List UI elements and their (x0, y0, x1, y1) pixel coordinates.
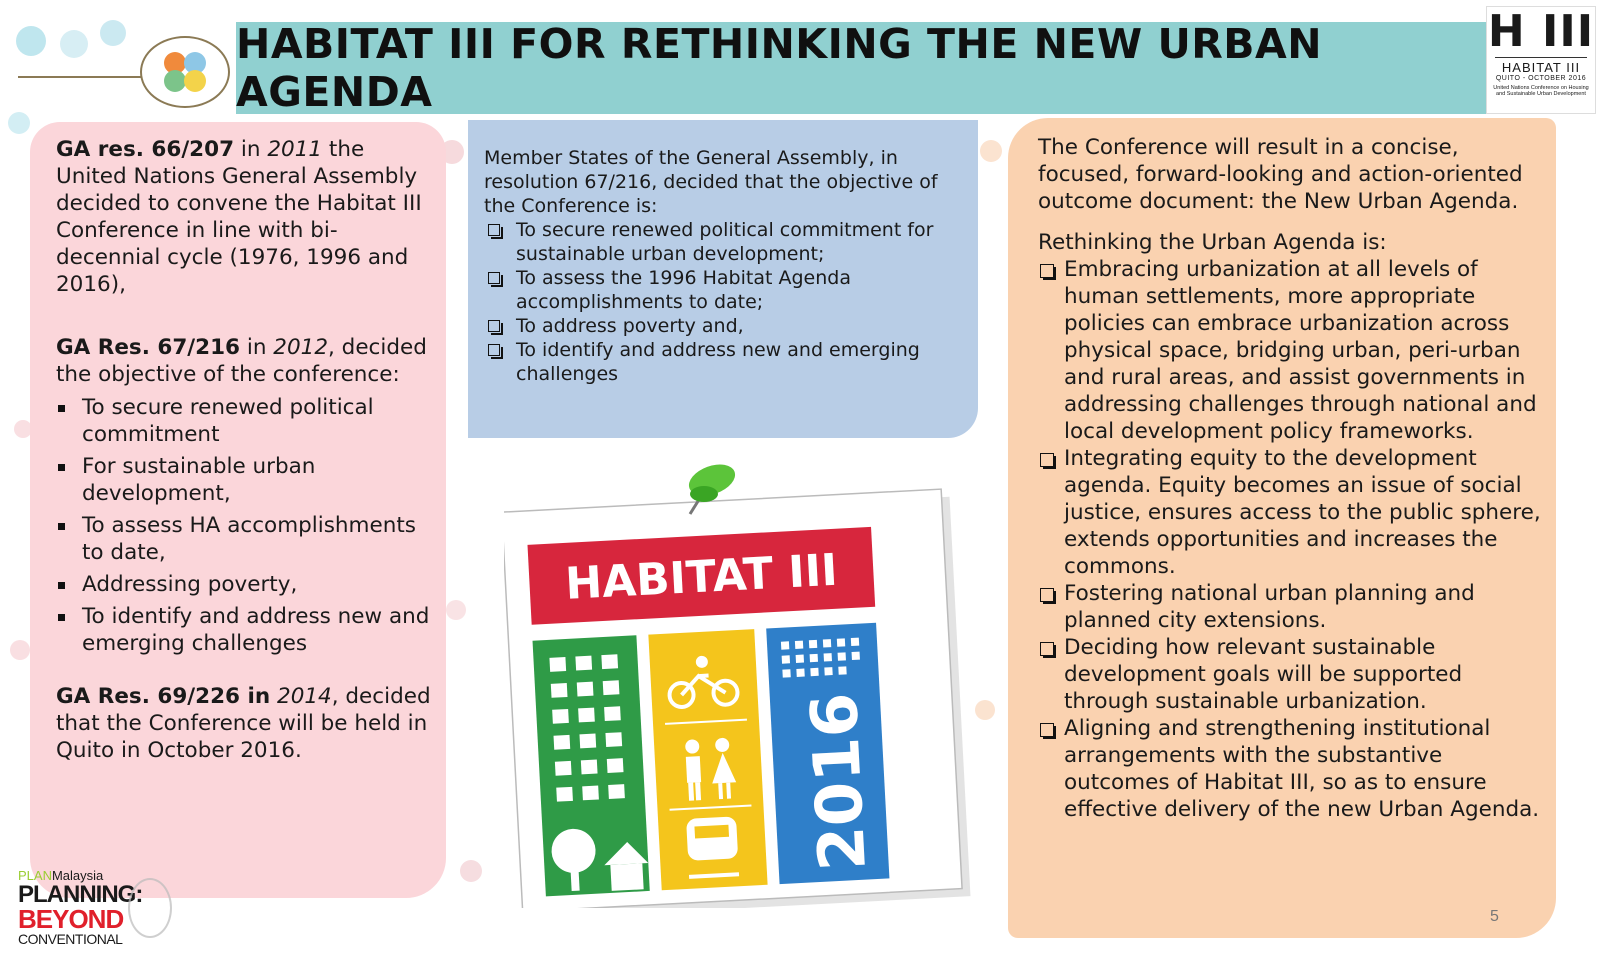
checkbox-icon (1040, 723, 1054, 737)
list-item-text: To identify and address new and emerging challenges (516, 339, 920, 385)
checkbox-icon (1040, 642, 1054, 656)
conference-objectives (484, 218, 968, 386)
checkbox-icon (1040, 453, 1054, 467)
list-item: For sustainable urban development, (56, 453, 441, 507)
text-fragment (270, 684, 277, 709)
habitat-logo-tagline: United Nations Conference on Housing and Sustainable Urban Development (1493, 85, 1589, 97)
year: 2012 (273, 335, 329, 360)
habitat-logo-mark: H III (1487, 6, 1595, 57)
habitat-poster-image (504, 462, 974, 908)
title-banner (236, 22, 1486, 114)
poster-banner-text: HABITAT III (564, 544, 839, 610)
page-number: 5 (1490, 908, 1499, 925)
clover-icon (157, 48, 213, 96)
right-lead: Rethinking the Urban Agenda is: (1038, 230, 1387, 255)
resolution-ref: GA Res. 69/226 in (56, 684, 271, 709)
list-item-text: To assess the 1996 Habitat Agenda accomplishments to date; (516, 267, 851, 313)
clover-logo (140, 36, 230, 108)
left-paragraph-1 (56, 136, 441, 298)
plan-logo-line1: PLANNING: (18, 881, 143, 908)
list-item-text: Aligning and strengthening institutional arrangements with the substantive outcomes of Habitat III, so as to ensure effective delivery of the new Urban Agenda. (1064, 716, 1540, 822)
page-title: HABITAT III FOR RETHINKING THE NEW URBAN AGENDA (236, 20, 1323, 116)
list-item: To assess HA accomplishments to date, (56, 512, 441, 566)
year: 2011 (267, 137, 323, 162)
list-item-text: Embracing urbanization at all levels of human settlements, more appropriate policies can embrace urbanization across physical space, bridging urban, peri-urban and rural areas, and assist governments in addressing challenges through national and local development policy frameworks. (1064, 257, 1537, 444)
resolution-ref: GA Res. 67/216 (56, 335, 241, 360)
text-fragment: , decided that the Conference will be held in Quito in October 2016. (56, 684, 431, 763)
checkbox-icon (488, 224, 500, 236)
year: 2014 (277, 684, 332, 709)
plan-logo-plan: PLAN (18, 868, 52, 883)
checkbox-icon (488, 344, 500, 356)
list-item (1038, 715, 1543, 823)
list-item (1038, 580, 1543, 634)
text-fragment: , decided the objective of the conference: (56, 335, 427, 387)
objectives-list (56, 394, 441, 657)
list-item (1038, 634, 1543, 715)
list-item (484, 266, 968, 314)
habitat-logo-name: HABITAT III (1495, 57, 1587, 75)
seal-emblem (128, 878, 172, 938)
resolution-ref: GA res. 66/207 (56, 137, 235, 162)
habitat-logo (1486, 6, 1596, 114)
list-item: Addressing poverty, (56, 571, 441, 598)
right-panel (1008, 118, 1556, 938)
checkbox-icon (488, 272, 500, 284)
left-paragraph-2 (56, 334, 441, 388)
list-item (1038, 445, 1543, 580)
checkbox-icon (488, 320, 500, 332)
list-item-text: To address poverty and, (516, 315, 744, 337)
list-item (484, 314, 968, 338)
left-paragraph-3 (56, 683, 441, 764)
list-item-text: Fostering national urban planning and planned city extensions. (1064, 581, 1475, 633)
list-item: To identify and address new and emerging challenges (56, 603, 441, 657)
list-item: To secure renewed political commitment (56, 394, 441, 448)
list-item-text: Integrating equity to the development agenda. Equity becomes an issue of social justice, ensures access to the public sphere, extends opportunities and increases the commons. (1064, 446, 1541, 579)
poster-year-text: 2016 (797, 690, 881, 873)
plan-logo-line3: CONVENTIONAL (18, 931, 123, 947)
text-fragment: in (240, 335, 274, 360)
plan-logo-malaysia: Malaysia (51, 868, 104, 883)
list-item-text: Deciding how relevant sustainable development goals will be supported through sustainable urbanization. (1064, 635, 1463, 714)
list-item-text: To secure renewed political commitment for sustainable urban development; (516, 219, 934, 265)
text-fragment: in (234, 137, 268, 162)
middle-intro: Member States of the General Assembly, in resolution 67/216, decided that the objective of the Conference is: (484, 147, 938, 217)
plan-logo-line2: BEYOND (18, 904, 124, 934)
checkbox-icon (1040, 588, 1054, 602)
list-item (484, 338, 968, 386)
checkbox-icon (1040, 264, 1054, 278)
middle-panel (468, 120, 978, 438)
left-panel (30, 122, 446, 898)
list-item (484, 218, 968, 266)
rethinking-list (1038, 256, 1543, 823)
right-intro: The Conference will result in a concise, focused, forward-looking and action-oriented outcome document: the New Urban Agenda. (1038, 135, 1523, 214)
header-rule (18, 76, 148, 78)
list-item (1038, 256, 1543, 445)
text-fragment: the United Nations General Assembly decided to convene the Habitat III Conference in line with bi-decennial cycle (1976, 1996 and 2016), (56, 137, 422, 297)
habitat-logo-subtitle: QUITO - OCTOBER 2016 (1495, 75, 1587, 82)
